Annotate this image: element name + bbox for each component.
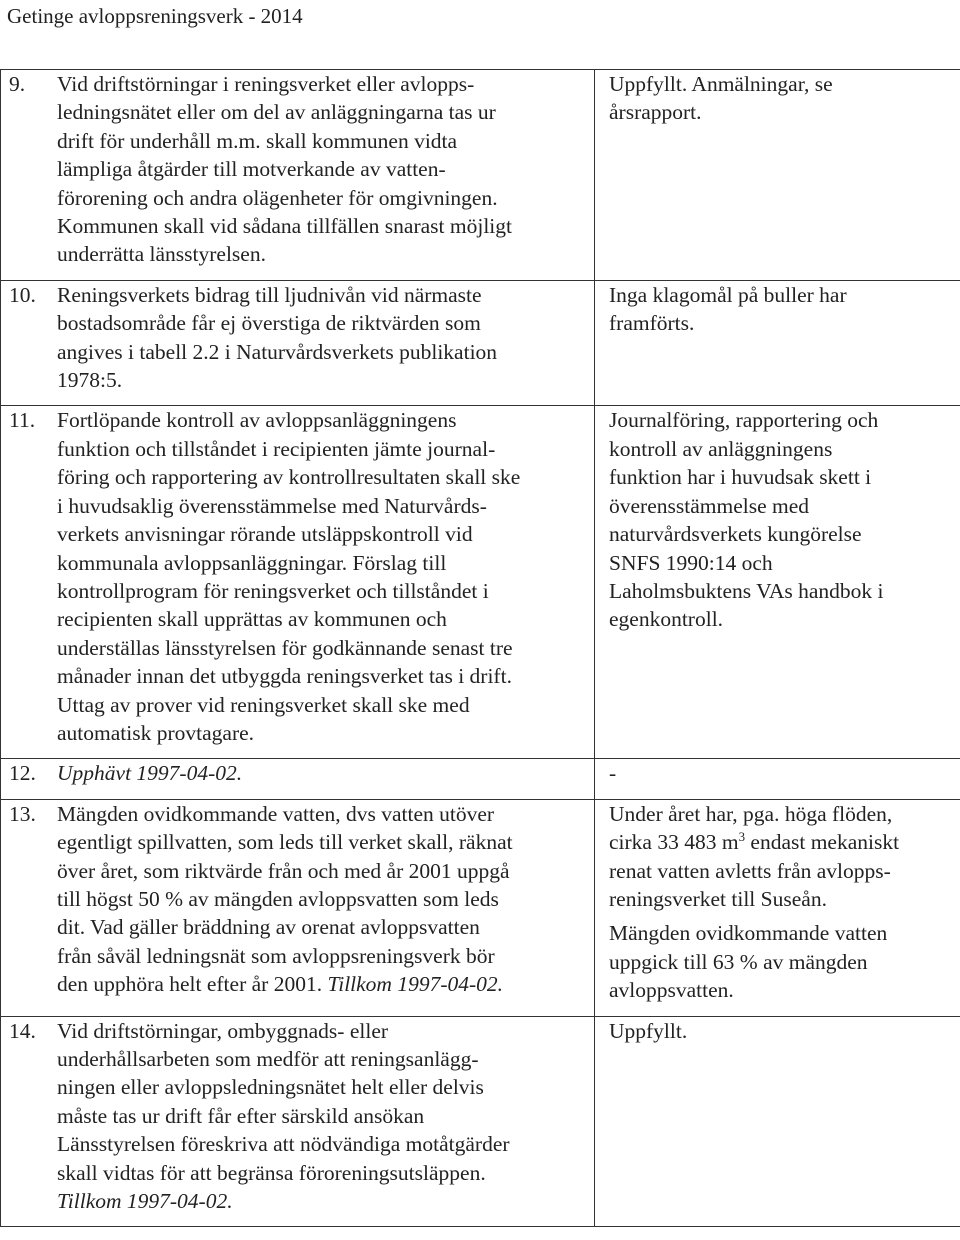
table-row	[1, 70, 960, 281]
status-cell	[595, 1016, 960, 1227]
page-header: Getinge avloppsreningsverk - 2014	[7, 4, 303, 28]
condition-number: 9.	[9, 72, 26, 96]
status-cell	[595, 799, 960, 1016]
condition-cell	[1, 70, 595, 281]
table-row	[1, 406, 960, 759]
table-row	[1, 759, 960, 799]
status-cell	[595, 280, 960, 406]
condition-italic-note: Tillkom 1997-04-02.	[327, 972, 504, 997]
condition-cell	[1, 1016, 595, 1227]
condition-main-text: Vid driftstörningar, ombyggnads- eller underhållsarbeten som medför att reningsanlägg- ningen eller avloppsledningsnätet helt eller delvis måste tas ur drift får efter särskild ansökan Länsstyrelsen föreskriva att nödvändiga motåtgärder skall vidtas för att begränsa föroreningsutsläppen.	[57, 1018, 510, 1185]
condition-cell	[1, 759, 595, 799]
status-text-part: Under året har, pga. höga flöden, cirka 33 483 m	[609, 801, 893, 855]
condition-number: 10.	[9, 282, 36, 307]
condition-text: Reningsverkets bidrag till ljudnivån vid närmaste bostadsområde får ej överstiga de riktvärden som angives i tabell 2.2 i Naturvårdsverkets publikation 1978:5.	[57, 282, 498, 393]
status-text: Mängden ovidkommande vatten uppgick till 63 % av mängden avloppsvatten.	[609, 921, 888, 1003]
condition-italic-note: Tillkom 1997-04-02.	[57, 1189, 233, 1214]
condition-cell	[1, 406, 595, 759]
table-row	[1, 799, 960, 1016]
status-text-part: endast mekaniskt renat vatten avletts från avlopps- reningsverket till Suseån.	[609, 830, 900, 911]
table-row	[1, 280, 960, 406]
status-text: Inga klagomål på buller har framförts.	[609, 282, 847, 336]
status-text: Uppfyllt. Anmälningar, se årsrapport.	[609, 72, 833, 125]
condition-text	[57, 1017, 590, 1216]
condition-cell	[1, 799, 595, 1016]
status-text: Uppfyllt.	[609, 1018, 688, 1043]
condition-text	[57, 759, 590, 787]
superscript: 3	[738, 830, 746, 844]
condition-cell	[1, 280, 595, 406]
condition-text: Fortlöpande kontroll av avloppsanläggningens funktion och tillståndet i recipienten jämte journal- föring och rapportering av kontrollresultaten skall ske i huvudsaklig överensstämmelse med Naturvårds- verkets anvisningar rörande utsläppskontroll vid kommunala avloppsanläggningar. Förslag till kontrollprogram för reningsverket och tillståndet i recipienten skall upprättas av kommunen och underställas länsstyrelsen för godkännande senast tre månader innan det utbyggda reningsverket tas i drift. Uttag av prover vid reningsverket skall ske med automatisk provtagare.	[57, 408, 521, 745]
condition-number: 12.	[9, 761, 36, 786]
condition-main-text: Mängden ovidkommande vatten, dvs vatten utöver egentligt spillvatten, som leds till verket skall, räknat över året, som riktvärde från och med år 2001 uppgå till högst 50 % av mängden avloppsvatten som leds dit. Vad gäller bräddning av orenat avloppsvatten från såväl ledningsnät som avloppsreningsverk bör den upphöra helt efter år 2001.	[57, 801, 513, 997]
status-cell	[595, 70, 960, 281]
condition-text	[57, 800, 590, 999]
status-cell	[595, 759, 960, 799]
condition-number: 11.	[9, 408, 36, 433]
requirements-table	[0, 69, 960, 1227]
condition-text: Vid driftstörningar i reningsverket eller avlopps- ledningsnätet eller om del av anläggningarna tas ur drift för underhåll m.m. skall kommunen vidta lämpliga åtgärder till motverkande av vatten- förorening och andra olägenheter för omgivningen. Kommunen skall vid sådana tillfällen snarast möjligt underrätta länsstyrelsen.	[57, 72, 512, 267]
condition-italic-note: Upphävt 1997-04-02.	[57, 761, 243, 786]
status-text: -	[609, 761, 617, 786]
condition-number: 14.	[9, 1018, 36, 1043]
status-text: Journalföring, rapportering och kontroll av anläggningens funktion har i huvudsak skett i överensstämmelse med naturvårdsverkets kungörelse SNFS 1990:14 och Laholmsbuktens VAs handbok i egenkontroll.	[609, 408, 884, 632]
status-cell	[595, 406, 960, 759]
status-text	[609, 800, 956, 914]
condition-number: 13.	[9, 801, 36, 826]
table-row	[1, 1016, 960, 1227]
